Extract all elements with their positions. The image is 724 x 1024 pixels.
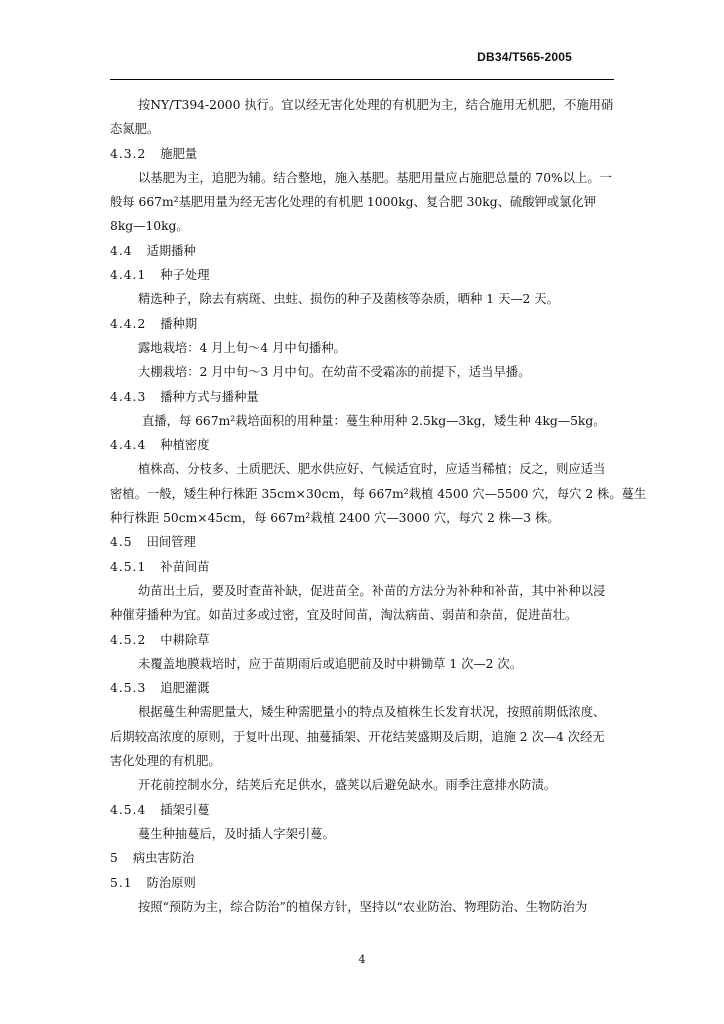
- paragraph-line: 大棚栽培：2 月中旬～3 月中旬。在幼苗不受霜冻的前提下，适当早播。: [138, 365, 531, 380]
- section-number: 5: [110, 851, 119, 866]
- section-title: 补苗间苗: [160, 559, 210, 574]
- paragraph-line: 未覆盖地膜栽培时，应于苗期雨后或追肥前及时中耕锄草 1 次—2 次。: [138, 656, 522, 671]
- paragraph-line: 以基肥为主，追肥为辅。结合整地，施入基肥。基肥用量应占施肥总量的 70%以上。一: [138, 170, 612, 185]
- section-title: 中耕除草: [160, 632, 210, 647]
- section-title: 播种期: [160, 316, 198, 331]
- standard-code: DB34/T565-2005: [477, 50, 572, 64]
- section-title: 施肥量: [160, 146, 198, 161]
- section-title: 病虫害防治: [132, 851, 195, 866]
- paragraph-line: 8kg—10kg。: [110, 219, 189, 234]
- section-heading: [110, 676, 614, 700]
- paragraph-line: 开花前控制水分，结荚后充足供水，盛荚以后避免缺水。雨季注意排水防渍。: [138, 778, 557, 793]
- section-heading: [110, 628, 614, 652]
- section-heading: [110, 555, 614, 579]
- section-title: 适期播种: [146, 243, 196, 258]
- section-heading: [110, 263, 614, 287]
- section-number: 4.4.3: [110, 389, 147, 404]
- section-heading: [110, 846, 614, 870]
- header-rule: [110, 79, 614, 80]
- section-heading: [110, 871, 614, 895]
- paragraph-line: 直播，每 667m²栽培面积的用种量：蔓生种用种 2.5kg—3kg，矮生种 4kg—5kg。: [142, 413, 606, 428]
- paragraph-line: 种行株距 50cm×45cm，每 667m²栽植 2400 穴—3000 穴，每穴 2 株—3 株。: [110, 511, 560, 526]
- section-number: 5.1: [110, 875, 133, 890]
- section-number: 4.5.1: [110, 559, 147, 574]
- section-heading: [110, 312, 614, 336]
- paragraph-line: 般每 667m²基肥用量为经无害化处理的有机肥 1000kg、复合肥 30kg、硫酸钾或氯化钾: [110, 195, 596, 210]
- section-number: 4.5.4: [110, 802, 147, 817]
- paragraph-line: 按NY/T394-2000 执行。宜以经无害化处理的有机肥为主，结合施用无机肥，不施用硝: [138, 98, 614, 112]
- section-heading: [110, 530, 614, 554]
- section-heading: [110, 142, 614, 166]
- section-title: 播种方式与播种量: [160, 389, 259, 404]
- paragraph-line: 植株高、分枝多、土质肥沃、肥水供应好、气候适宜时，应适当稀植；反之，则应适当: [138, 462, 606, 477]
- section-number: 4.5.3: [110, 681, 147, 696]
- section-number: 4.4.2: [110, 316, 147, 331]
- document-body: [110, 93, 647, 919]
- section-title: 追肥灌溉: [160, 681, 210, 696]
- section-title: 田间管理: [146, 535, 196, 550]
- paragraph-line: 态氮肥。: [110, 122, 160, 137]
- section-number: 4.4: [110, 243, 133, 258]
- paragraph-line: 露地栽培：4 月上旬～4 月中旬播种。: [138, 340, 346, 355]
- section-number: 4.4.4: [110, 438, 147, 453]
- section-heading: [110, 433, 614, 457]
- section-heading: [110, 798, 614, 822]
- paragraph-line: 蔓生种抽蔓后，及时插人字架引蔓。: [138, 826, 335, 841]
- paragraph-line: 害化处理的有机肥。: [110, 754, 221, 769]
- paragraph-line: 密植。一般，矮生种行株距 35cm×30cm，每 667m²栽植 4500 穴—5500 穴，每穴 2 株。蔓生: [110, 486, 647, 501]
- paragraph-line: 种催芽播种为宜。如苗过多或过密，宜及时间苗，淘汰病苗、弱苗和杂苗，促进苗壮。: [110, 608, 578, 623]
- section-number: 4.4.1: [110, 268, 147, 283]
- section-number: 4.3.2: [110, 146, 147, 161]
- section-number: 4.5.2: [110, 632, 147, 647]
- section-title: 防治原则: [146, 875, 196, 890]
- paragraph-line: 按照“预防为主，综合防治”的植保方针，坚持以“农业防治、物理防治、生物防治为: [138, 899, 588, 914]
- section-title: 种植密度: [160, 438, 210, 453]
- paragraph-line: 后期较高浓度的原则，于复叶出现、抽蔓插架、开花结荚盛期及后期，追施 2 次—4 次经无: [110, 729, 605, 744]
- section-title: 插架引蔓: [160, 802, 210, 817]
- section-number: 4.5: [110, 535, 133, 550]
- page-number: 4: [358, 953, 366, 966]
- section-heading: [110, 385, 614, 409]
- paragraph-line: 精选种子，除去有病斑、虫蛀、损伤的种子及菌核等杂质，晒种 1 天—2 天。: [138, 292, 559, 307]
- paragraph-line: 幼苗出土后，要及时查苗补缺，促进苗全。补苗的方法分为补种和补苗，其中补种以浸: [138, 583, 606, 598]
- section-title: 种子处理: [160, 268, 210, 283]
- paragraph-line: 根据蔓生种需肥量大，矮生种需肥量小的特点及植株生长发育状况，按照前期低浓度、: [138, 705, 606, 720]
- section-heading: [110, 239, 614, 263]
